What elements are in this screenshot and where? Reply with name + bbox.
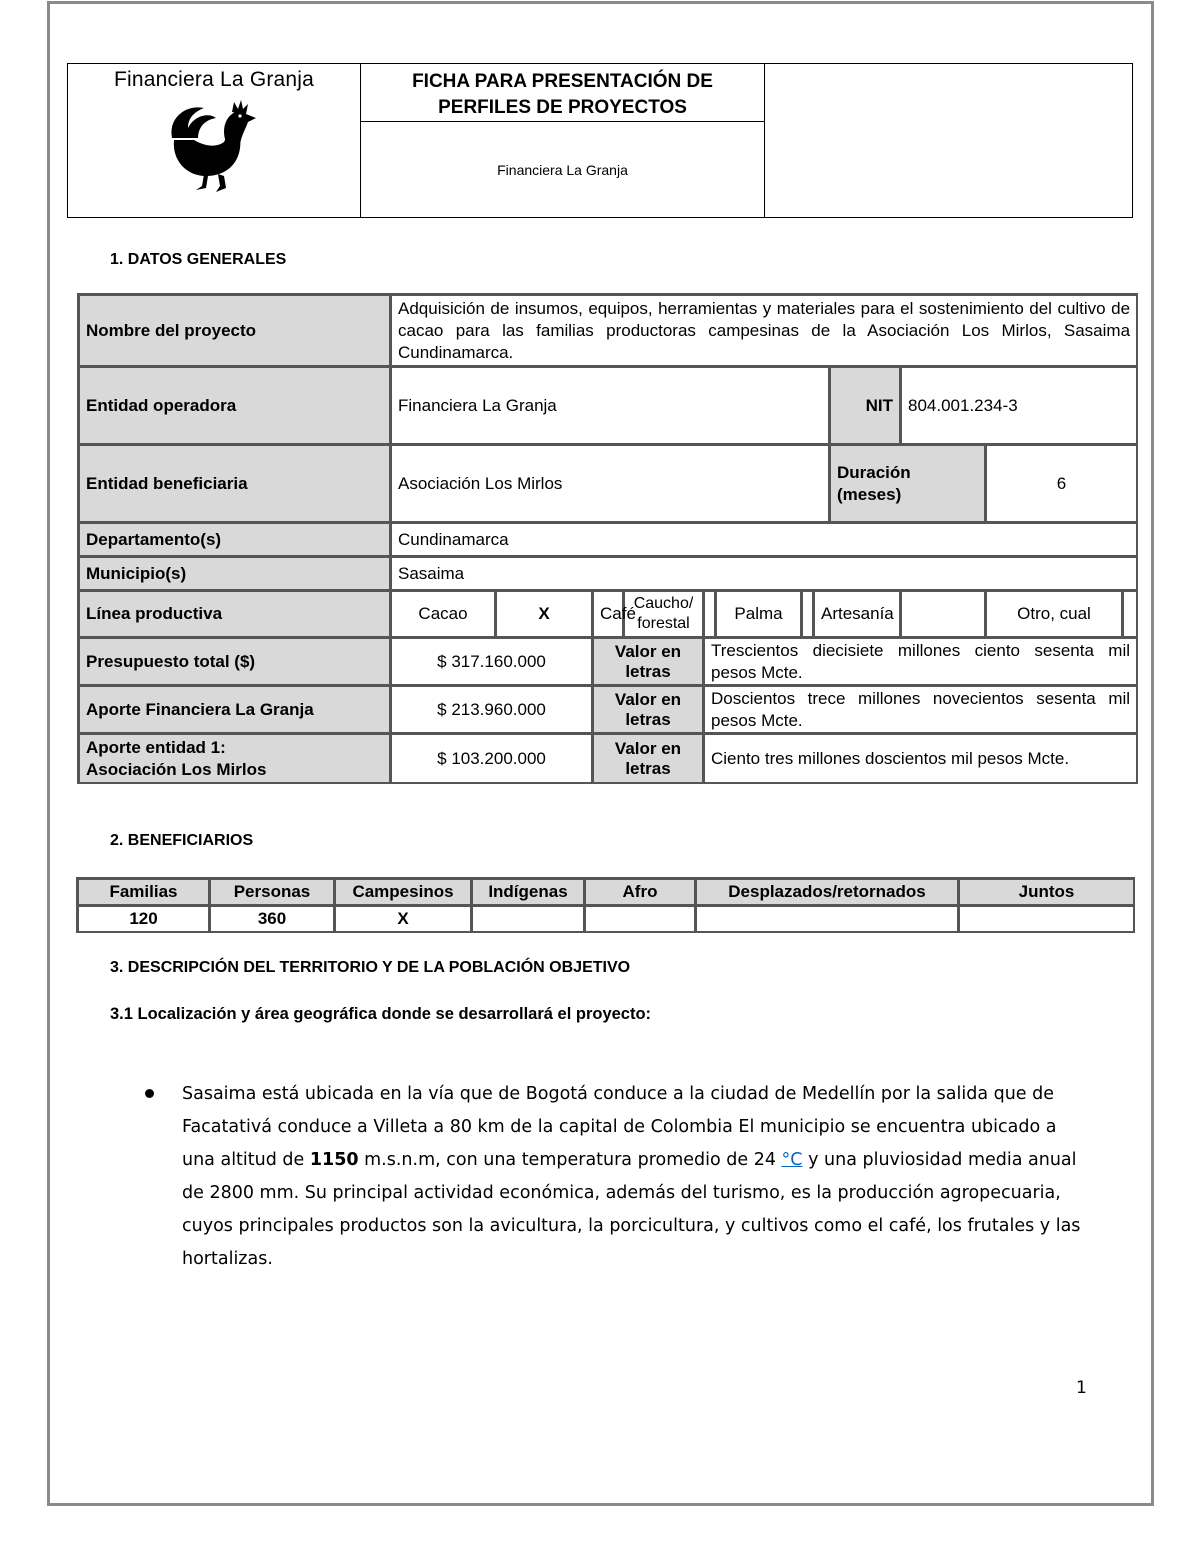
linea-artesania-mark[interactable] (899, 589, 984, 636)
presupuesto-letras-label: Valor en letras (591, 636, 702, 684)
territory-bullet (145, 1078, 1085, 1276)
ben-value-juntos[interactable] (957, 904, 1133, 931)
linea-cacao-mark[interactable] (494, 589, 591, 636)
org-cell (68, 64, 361, 218)
linea-caucho-mark[interactable] (702, 589, 714, 636)
header-blank-cell (765, 64, 1133, 218)
ben-header-campesinos: Campesinos (333, 877, 470, 904)
caucho-line2: forestal (637, 615, 690, 632)
desc-altitude: 1150 (309, 1150, 359, 1170)
nombre-value: Adquisición de insumos, equipos, herramientas y materiales para el sostenimiento del cultivo de cacao para las familias productoras campesinas de la Asociación Los Mirlos, Sasaima Cundinamarca. (389, 293, 1136, 365)
nit-label: NIT (828, 365, 899, 443)
ben-value-afro[interactable] (583, 904, 694, 931)
aporte-fin-label: Aporte Financiera La Granja (77, 684, 389, 732)
departamento-value: Cundinamarca (389, 521, 1136, 555)
aporte-fin-letras-label: Valor en letras (591, 684, 702, 732)
duracion-label-line1: Duración (837, 462, 911, 482)
ben-header-indigenas: Indígenas (470, 877, 583, 904)
nombre-label: Nombre del proyecto (77, 293, 389, 365)
bullet-dot-icon (145, 1089, 154, 1098)
aporte-fin-letras-value: Doscientos trece millones novecientos sesenta mil pesos Mcte. (702, 684, 1136, 732)
section1-heading: 1. DATOS GENERALES (110, 251, 287, 268)
aporte-ent-value: $ 103.200.000 (389, 732, 591, 782)
beneficiarios-header-row (76, 877, 1133, 904)
departamento-label: Departamento(s) (77, 521, 389, 555)
operadora-label: Entidad operadora (77, 365, 389, 443)
section3-heading: 3. DESCRIPCIÓN DEL TERRITORIO Y DE LA POBLACIÓN OBJETIVO (110, 959, 631, 976)
desc-part3: y una pluviosidad media anual de 2800 mm. Su principal actividad económica, además del turismo, es la producción agropecuaria, cuyos principales productos son la avicultura, la porcicultura, y cultivos como el café, los frutales y las hortalizas. (182, 1150, 1081, 1269)
linea-label: Línea productiva (77, 589, 389, 636)
linea-caucho (622, 589, 702, 636)
ben-value-indigenas[interactable] (470, 904, 583, 931)
presupuesto-letras-value: Trescientos diecisiete millones ciento sesenta mil pesos Mcte. (702, 636, 1136, 684)
nit-value: 804.001.234-3 (899, 365, 1136, 443)
aporte-ent-letras-label: Valor en letras (591, 732, 702, 782)
caucho-line1: Caucho/ (633, 595, 694, 612)
aporte-ent-label-line2: Asociación Los Mirlos (86, 759, 267, 779)
municipio-value: Sasaima (389, 555, 1136, 589)
ben-header-juntos: Juntos (957, 877, 1133, 904)
linea-palma: Palma (714, 589, 800, 636)
ficha-title-line1: FICHA PARA PRESENTACIÓN DE (412, 71, 713, 92)
municipio-label: Municipio(s) (77, 555, 389, 589)
linea-palma-mark[interactable] (800, 589, 812, 636)
desc-part2: m.s.n.m, con una temperatura promedio de 24 (358, 1150, 782, 1170)
territory-description (182, 1078, 1085, 1276)
duracion-label-line2: (meses) (837, 484, 902, 504)
duracion-value: 6 (984, 443, 1136, 521)
ben-value-familias[interactable]: 120 (76, 904, 208, 931)
aporte-fin-value: $ 213.960.000 (389, 684, 591, 732)
org-name: Financiera La Granja (113, 68, 315, 91)
ben-header-personas: Personas (208, 877, 333, 904)
ficha-subtitle: Financiera La Granja (361, 122, 765, 218)
celsius-link[interactable]: °C (781, 1150, 803, 1170)
ben-value-desplazados[interactable] (694, 904, 957, 931)
cacao-mark-x: X (538, 604, 550, 623)
desc-part1: Sasaima está ubicada en la vía que de Bogotá conduce a la ciudad de Medellín por la salida que de Facatativá conduce a Villeta a 80 km de la capital de Colombia El municipio se encuentra ubicado a una altitud de (182, 1084, 1057, 1170)
beneficiaria-label: Entidad beneficiaria (77, 443, 389, 521)
beneficiarios-value-row (76, 904, 1133, 931)
page-number: 1 (1076, 1378, 1087, 1398)
aporte-ent-label (77, 732, 389, 782)
ben-header-familias: Familias (76, 877, 208, 904)
duracion-label (828, 443, 984, 521)
linea-cacao: Cacao (389, 589, 494, 636)
ficha-title-line2: PERFILES DE PROYECTOS (438, 97, 687, 118)
beneficiaria-value: Asociación Los Mirlos (389, 443, 828, 521)
ben-value-personas[interactable]: 360 (208, 904, 333, 931)
presupuesto-label: Presupuesto total ($) (77, 636, 389, 684)
rooster-icon (164, 98, 264, 194)
aporte-ent-letras-value: Ciento tres millones doscientos mil pesos Mcte. (702, 732, 1136, 782)
linea-otro: Otro, cual (984, 589, 1121, 636)
header-box (67, 63, 1133, 218)
operadora-value: Financiera La Granja (389, 365, 828, 443)
ficha-title (361, 64, 765, 122)
linea-otro-mark[interactable] (1121, 589, 1136, 636)
ben-header-afro: Afro (583, 877, 694, 904)
general-data-table (77, 293, 1138, 784)
section3-1-heading: 3.1 Localización y área geográfica donde se desarrollará el proyecto: (110, 1005, 652, 1023)
ben-value-campesinos[interactable]: X (333, 904, 470, 931)
ben-header-desplazados: Desplazados/retornados (694, 877, 957, 904)
aporte-ent-label-line1: Aporte entidad 1: (86, 737, 226, 757)
linea-cafe: Café (591, 589, 622, 636)
presupuesto-value: $ 317.160.000 (389, 636, 591, 684)
section2-heading: 2. BENEFICIARIOS (110, 832, 254, 849)
linea-artesania: Artesanía (812, 589, 899, 636)
beneficiarios-table (76, 877, 1135, 933)
